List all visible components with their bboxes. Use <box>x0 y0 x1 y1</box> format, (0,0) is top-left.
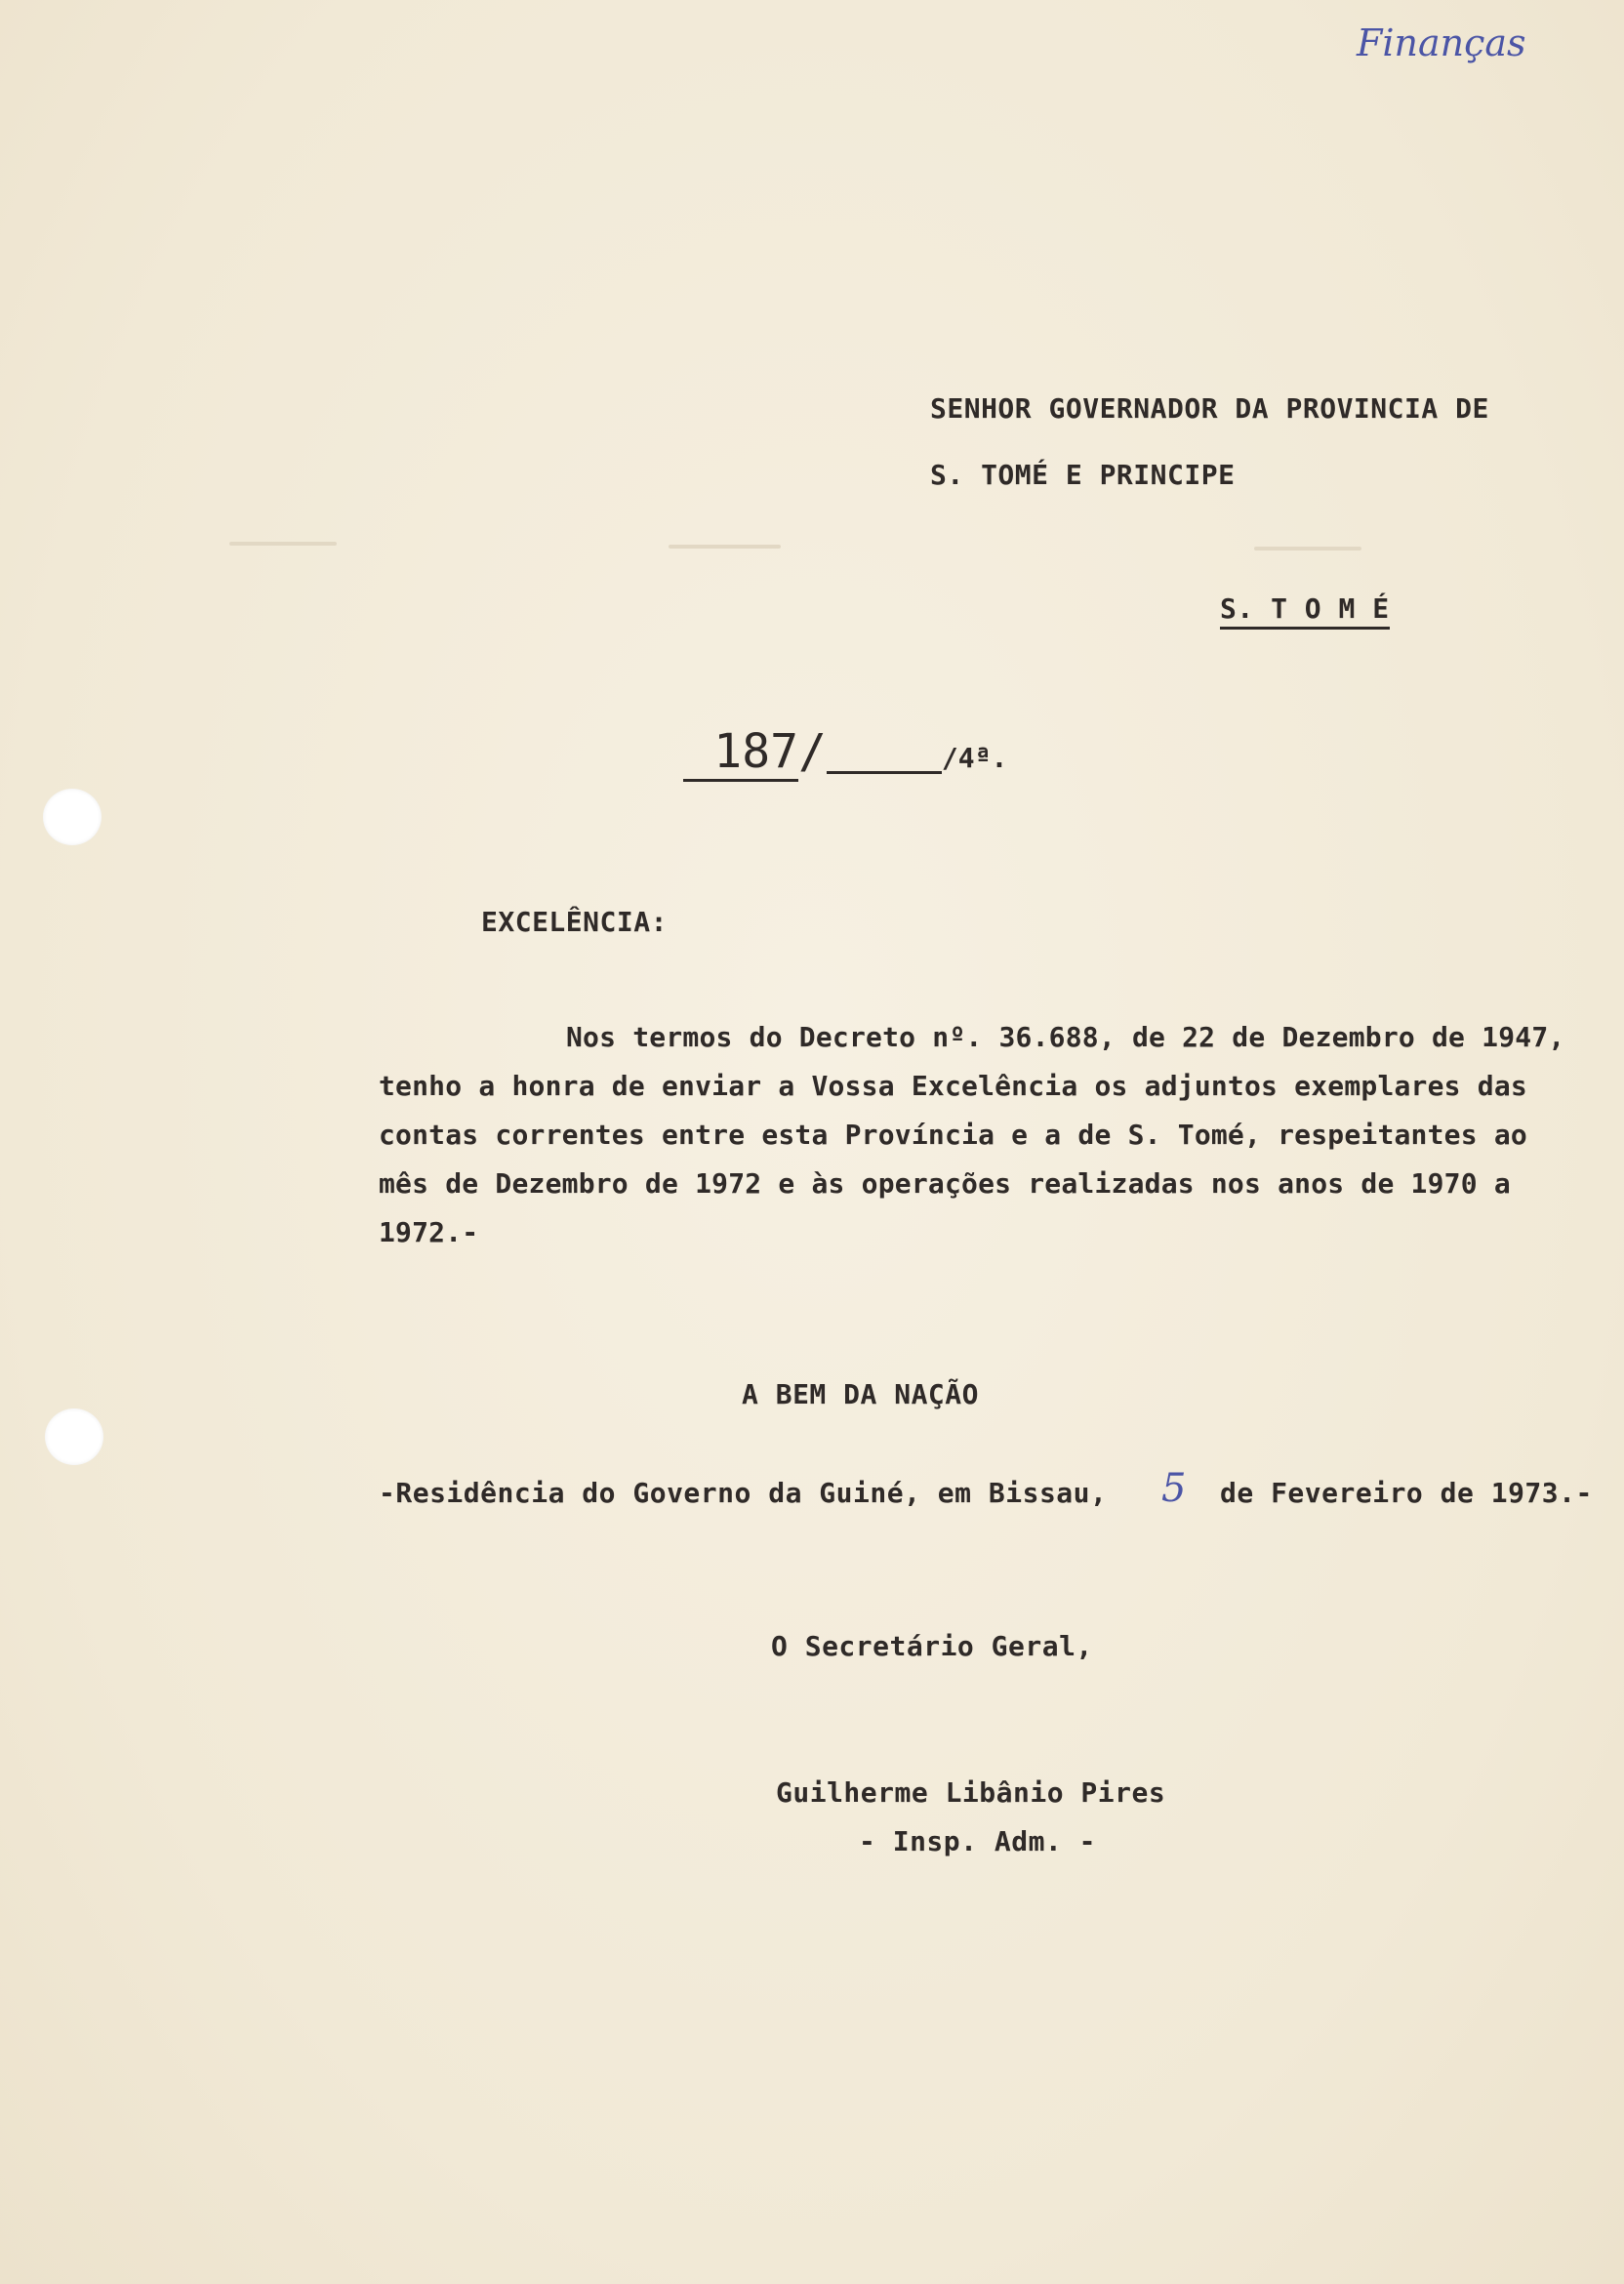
faint-mark <box>229 542 337 546</box>
addressee-line-2: S. TOMÉ E PRINCIPE <box>930 459 1236 491</box>
body-line: 1972.- <box>379 1216 479 1248</box>
body-line: contas correntes entre esta Província e a de S. Tomé, respeitantes ao <box>379 1119 1527 1151</box>
salutation: EXCELÊNCIA: <box>481 906 668 938</box>
faint-mark <box>1254 547 1361 551</box>
handwritten-day: 5 <box>1161 1466 1187 1511</box>
signatory-name: Guilherme Libânio Pires <box>776 1776 1166 1809</box>
punch-hole-top <box>43 789 102 845</box>
letter-body <box>379 1013 1584 1257</box>
body-line: Nos termos do Decreto nº. 36.688, de 22 de Dezembro de 1947, <box>566 1021 1565 1053</box>
reference-suffix: /4ª. <box>941 742 1008 774</box>
reference-number: 187/ /4ª. <box>683 724 1007 782</box>
signatory-title: O Secretário Geral, <box>771 1630 1093 1662</box>
faint-mark <box>669 545 781 549</box>
punch-hole-bottom <box>45 1408 103 1465</box>
closing-formula: A BEM DA NAÇÃO <box>742 1378 980 1410</box>
place-date-before: -Residência do Governo da Guiné, em Bissau, <box>379 1477 1108 1509</box>
signatory-role: - Insp. Adm. - <box>859 1825 1097 1857</box>
handwritten-annotation: Finanças <box>1357 21 1526 64</box>
body-line: mês de Dezembro de 1972 e às operações realizadas nos anos de 1970 a <box>379 1167 1511 1200</box>
addressee-city: S. T O M É <box>1220 592 1390 630</box>
addressee-line-1: SENHOR GOVERNADOR DA PROVINCIA DE <box>930 392 1489 425</box>
reference-number-value: 187 <box>713 724 798 779</box>
place-date-after: de Fevereiro de 1973.- <box>1220 1477 1593 1509</box>
body-line: tenho a honra de enviar a Vossa Excelência os adjuntos exemplares das <box>379 1070 1527 1102</box>
